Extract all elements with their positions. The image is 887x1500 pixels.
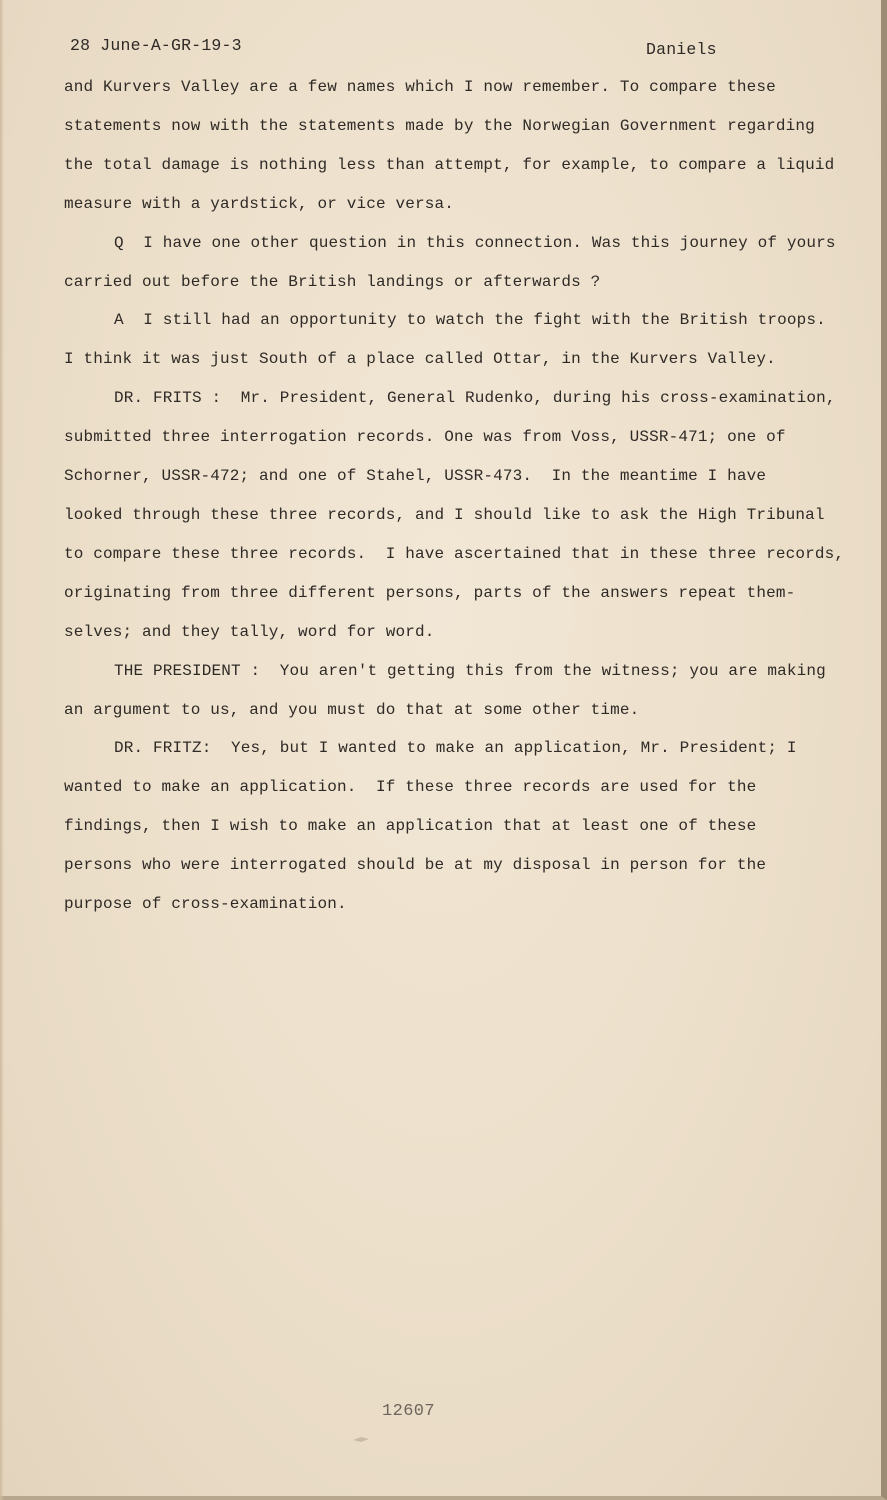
text-line: submitted three interrogation records. One was from Voss, USSR-471; one of [64, 428, 786, 447]
text-line: findings, then I wish to make an application that at least one of these [64, 817, 757, 836]
text-line: Schorner, USSR-472; and one of Stahel, USSR-473. In the meantime I have [64, 467, 767, 486]
document-code: 28 June-A-GR-19-3 [70, 36, 242, 55]
text-line: persons who were interrogated should be at my disposal in person for the [64, 856, 767, 875]
page-number: 12607 [382, 1402, 436, 1421]
answer-line: A I still had an opportunity to watch the fight with the British troops. [114, 311, 826, 330]
text-line: an argument to us, and you must do that at some other time. [64, 700, 640, 719]
text-line: purpose of cross-examination. [64, 895, 347, 914]
speaker-line: DR. FRITZ: Yes, but I wanted to make an application, Mr. President; I [114, 739, 797, 758]
transcript-body [64, 68, 844, 924]
reporter-name: Daniels [646, 40, 717, 59]
text-line: originating from three different persons, parts of the answers repeat them- [64, 583, 796, 602]
text-line: selves; and they tally, word for word. [64, 622, 435, 641]
text-line: statements now with the statements made by the Norwegian Government regarding [64, 116, 815, 135]
text-line: the total damage is nothing less than attempt, for example, to compare a liquid [64, 155, 835, 174]
text-line: I think it was just South of a place called Ottar, in the Kurvers Valley. [64, 350, 776, 369]
text-line: to compare these three records. I have ascertained that in these three records, [64, 544, 845, 563]
speaker-line: THE PRESIDENT : You aren't getting this from the witness; you are making [114, 661, 826, 680]
question-line: Q I have one other question in this connection. Was this journey of yours [114, 233, 836, 252]
speaker-line: DR. FRITS : Mr. President, General Rudenko, during his cross-examination, [114, 389, 836, 408]
text-line: wanted to make an application. If these three records are used for the [64, 778, 757, 797]
pencil-mark-icon [352, 1434, 370, 1444]
text-line: measure with a yardstick, or vice versa. [64, 194, 455, 213]
page-edge-shadow [0, 0, 4, 1500]
text-line: looked through these three records, and I should like to ask the High Tribunal [64, 505, 825, 524]
text-line: and Kurvers Valley are a few names which I now remember. To compare these [64, 78, 776, 96]
text-line: carried out before the British landings or afterwards ? [64, 272, 601, 291]
